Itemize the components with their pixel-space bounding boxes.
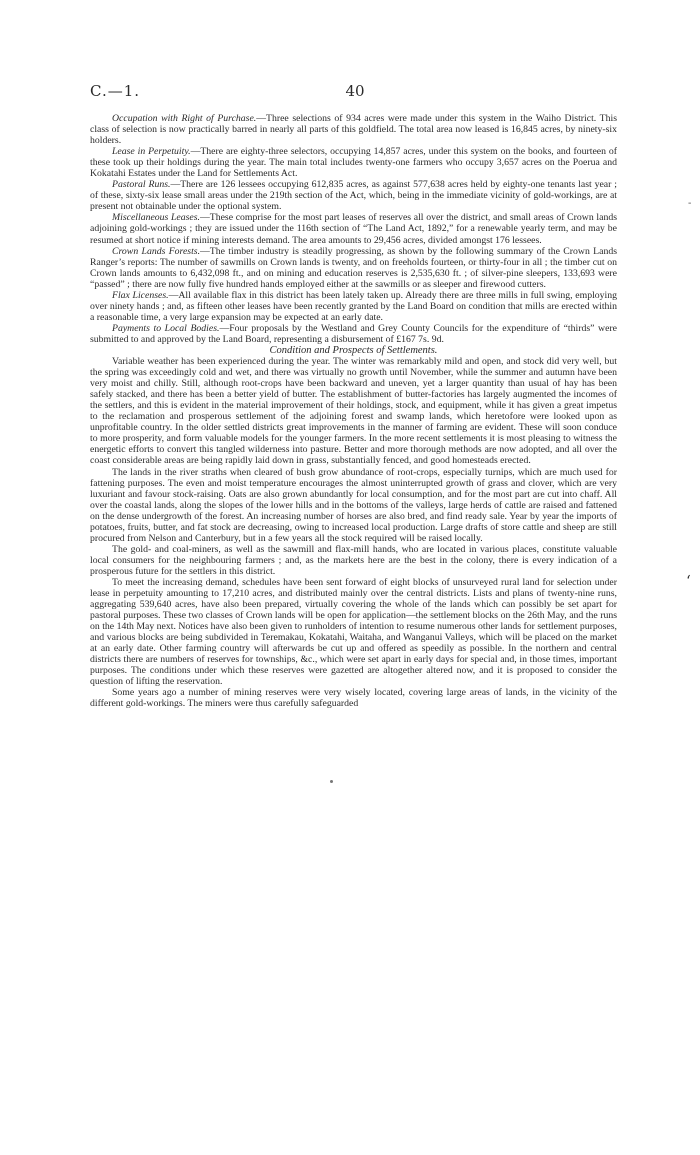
paragraph-title: Occupation with Right of Purchase. — [112, 113, 257, 124]
paragraph-title: Miscellaneous Leases. — [112, 212, 200, 224]
margin-mark: - — [688, 198, 692, 209]
paragraph-miscellaneous-leases — [90, 212, 617, 245]
speck — [330, 780, 333, 783]
paragraph-schedules: To meet the increasing demand, schedules have been sent forward of eight blocks of unsurveyed rural land for selection under lease in perpetuity amounting to 17,210 acres, and distributed mainly over the central districts. Lists and plans of twenty-nine runs, aggregating 539,640 acres, have also been prepared, virtually covering the whole of the lands which can possibly be set apart for pastoral purposes. These two classes of Crown lands will be open for application—the settlement blocks on the 26th May, and the runs on the 14th May next. Notices have also been given to runholders of intention to resume numerous other lands for settlement purposes, and various blocks are being subdivided in Teremakau, Kokatahi, Waitaha, and Wanganui Valleys, which will be placed on the market at an early date. Other farming country will afterwards be cut up and offered as speedily as possible. In the northern and central districts there are numbers of reserves for townships, &c., which were set apart in early days for special and, in those times, important purposes. The conditions under which these reserves were gazetted are altogether altered now, and it is proposed to consider the question of lifting the reservation. — [90, 576, 617, 688]
paragraph-title: Payments to Local Bodies. — [112, 322, 220, 334]
paragraph-pastoral-runs — [90, 179, 617, 212]
paragraph-text: —All available flax in this district has been lately taken up. Already there are three mills in full swing, employing over ninety hands ; and, as fifteen other leases have been recently granted by the Land Board on condition that mills are erected within a reasonable time, a very large expansion may be expected at an early date. — [90, 289, 618, 323]
paragraph-title: Crown Lands Forests. — [112, 245, 201, 257]
paragraph-lease-in-perpetuity — [90, 146, 617, 179]
page-number: 40 — [345, 82, 365, 100]
paragraph-text: —The timber industry is steadily progressing, as shown by the following summary of the Crown Lands Ranger’s reports: The number of sawmills on Crown lands is twenty, and on freeholds fourteen, or thirty-four in all ; the timber cut on Crown lands amounts to 6,432,098 ft., and on mining and education reserves is 2,535,630 ft. ; of silver-pine sleepers, 133,693 were “passed” ; there are now fully five hundred hands employed either at the sawmills or as sleeper and firewood cutters. — [90, 245, 617, 290]
document-reference: C.—1. — [90, 82, 141, 100]
paragraph-payments-local-bodies — [90, 323, 617, 345]
paragraph-title: Pastoral Runs. — [112, 179, 171, 191]
paragraph-occupation — [90, 113, 617, 146]
paragraph-crown-lands-forests — [90, 246, 617, 290]
paragraph-river-straths: The lands in the river straths when cleared of bush grow abundance of root-crops, especially turnips, which are much used for fattening purposes. The even and moist temperature encourages the almost uninterrupted growth of grass and clover, which are very luxuriant and favour stock-raising. Oats are also grown abundantly for local consumption, and for the most part are cut into chaff. All over the coastal lands, along the slopes of the lower hills and in the bottoms of the valleys, large herds of cattle are raised and fattened on the dense undergrowth of the forest. An increasing number of horses are also bred, and find ready sale. Year by year the imports of potatoes, fruits, butter, and fat stock are decreasing, owing to increased local production. Large drafts of store cattle and sheep are still procured from Nelson and Canterbury, but in a few years all the stock required will be raised locally. — [90, 466, 617, 544]
paragraph-miners: The gold- and coal-miners, as well as the sawmill and flax-mill hands, who are located in various places, constitute valuable local consumers for the neighbouring farmers ; and, as the markets here are the best in the colony, there is every indication of a prosperous future for the settlers in this district. — [90, 543, 617, 577]
section-heading: Condition and Prospects of Settlements. — [269, 344, 438, 356]
paragraph-title: Lease in Perpetuity. — [112, 146, 191, 158]
paragraph-flax-licenses — [90, 290, 617, 323]
paragraph-title: Flax Licenses. — [112, 289, 169, 301]
page-header — [90, 82, 620, 102]
paragraph-weather: Variable weather has been experienced during the year. The winter was remarkably mild and open, and stock did very well, but the spring was exceedingly cold and wet, and there was virtually no growth until November, while the summer and autumn have been very moist and chilly. Still, although root-crops have been backward and uneven, yet a larger quantity than usual of hay has been safely stacked, and there has been a better yield of butter. The establishment of butter-factories has largely augmented the incomes of the settlers, and this is evident in the material improvement of their holdings, stock, and equipment, while it has given a great impetus to the reclamation and prosperous settlement of the adjoining forest and swamp lands, which heretofore were looked upon as unprofitable country. In the older settled districts great improvements in the manner of farming are evident. These will soon conduce to more prosperity, and form valuable models for the younger farmers. In the more recent settlements it is most pleasing to witness the energetic efforts to convert this tangled wilderness into pasture. Better and more thorough methods are now adopted, and all over the coast considerable areas are being rapidly laid down in grass, substantially fenced, and good homesteads erected. — [90, 356, 617, 467]
page-body — [90, 113, 617, 710]
paragraph-mining-reserves: Some years ago a number of mining reserves were very wisely located, covering large areas of lands, in the vicinity of the different gold-workings. The miners were thus carefully safeguarded — [90, 687, 617, 710]
paragraph-text: —These comprise for the most part leases of reserves all over the district, and small areas of Crown lands adjoining gold-workings ; they are issued under the 116th section of “The Land Act, 1892,” for a renewable yearly term, and may be resumed at short notice if mining interests demand. The area amounts to 29,456 acres, divided amongst 176 lessees. — [90, 212, 617, 246]
paragraph-text: —Four proposals by the Westland and Grey County Councils for the expenditure of “thirds” were submitted to and approved by the Land Board, representing a disbursement of £167 7s. 9d. — [90, 322, 617, 345]
paragraph-text: —There are eighty-three selectors, occupying 14,857 acres, under this system on the books, and fourteen of these took up their holdings during the year. The main total includes twenty-one farmers who occupy 3,657 acres on the Poerua and Kokatahi Estates under the Land for Settlements Act. — [90, 146, 618, 180]
paragraph-text: —Three selections of 934 acres were made under this system in the Waiho District. This class of selection is now practically barred in nearly all parts of this goldfield. The total area now leased is 16,845 acres, by ninety-six holders. — [90, 113, 617, 147]
paragraph-text: —There are 126 lessees occupying 612,835 acres, as against 577,638 acres held by eighty-one tenants last year ; of these, sixty-six lease small areas under the 219th section of the Act, which, being in the immediate vicinity of gold-workings, are at present not obtainable under the optional system. — [90, 179, 617, 213]
margin-mark: ‘ — [686, 572, 691, 590]
